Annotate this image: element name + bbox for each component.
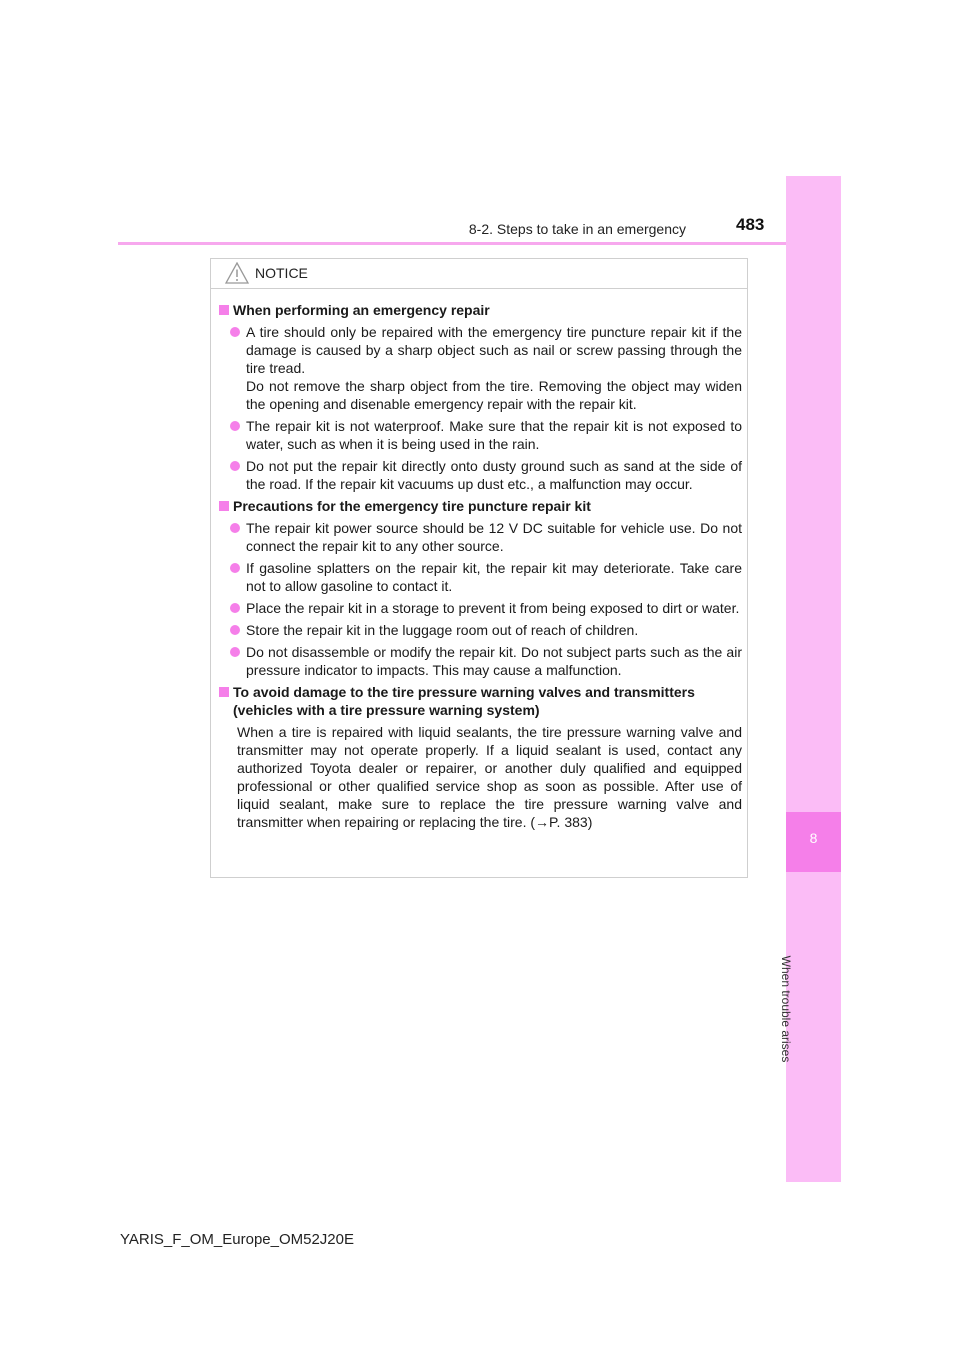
bullet-item: If gasoline splatters on the repair kit, the repair kit may deteriorate. Take care not to allow gasoline to contact it. (230, 559, 742, 595)
header-divider (118, 242, 840, 245)
chapter-side-tab (786, 176, 841, 1182)
chapter-title: When trouble arises (779, 955, 793, 1063)
circle-bullet-icon (230, 327, 240, 337)
chapter-number: 8 (809, 830, 818, 846)
section-title: 8-2. Steps to take in an emergency (468, 221, 686, 237)
square-bullet-icon (219, 687, 229, 697)
bullet-item: Do not disassemble or modify the repair kit. Do not subject parts such as the air pressure indicator to impacts. This may cause a malfunction. (230, 643, 742, 679)
circle-bullet-icon (230, 603, 240, 613)
section-heading: When performing an emergency repair (218, 301, 742, 319)
notice-header (211, 259, 747, 289)
section-heading: Precautions for the emergency tire puncture repair kit (218, 497, 742, 515)
circle-bullet-icon (230, 461, 240, 471)
document-code: YARIS_F_OM_Europe_OM52J20E (120, 1231, 355, 1248)
notice-title: NOTICE (255, 265, 308, 281)
circle-bullet-icon (230, 647, 240, 657)
square-bullet-icon (219, 501, 229, 511)
square-bullet-icon (219, 305, 229, 315)
section-paragraph: When a tire is repaired with liquid sealants, the tire pressure warning valve and transmitter may not operate properly. If a liquid sealant is used, contact any authorized Toyota dealer or repairer, or another duly qualified and equipped professional or other qualified service shop as soon as possible. After use of liquid sealant, make sure to replace the tire pressure warning valve and transmitter when repairing or replacing the tire. (→P. 383) (237, 724, 742, 830)
circle-bullet-icon (230, 421, 240, 431)
bullet-item: Place the repair kit in a storage to prevent it from being exposed to dirt or water. (230, 599, 742, 617)
circle-bullet-icon (230, 625, 240, 635)
bullet-item: A tire should only be repaired with the emergency tire puncture repair kit if the damage is caused by a sharp object such as nail or screw passing through the tire tread. Do not remove the sharp object from the tire. Removing the object may widen the opening and disenable emergency repair with the repair kit. (230, 323, 742, 413)
notice-box (210, 258, 748, 878)
bullet-item: The repair kit power source should be 12 V DC suitable for vehicle use. Do not connect the repair kit to any other source. (230, 519, 742, 555)
bullet-item: Store the repair kit in the luggage room out of reach of children. (230, 621, 742, 639)
bullet-item: Do not put the repair kit directly onto dusty ground such as sand at the side of the road. If the repair kit vacuums up dust etc., a malfunction may occur. (230, 457, 742, 493)
section-heading: To avoid damage to the tire pressure warning valves and transmitters (vehicles with a tire pressure warning system) (218, 683, 742, 719)
warning-triangle-icon (225, 262, 249, 284)
circle-bullet-icon (230, 523, 240, 533)
bullet-item: The repair kit is not waterproof. Make sure that the repair kit is not exposed to water, such as when it is being used in the rain. (230, 417, 742, 453)
notice-content (211, 289, 747, 831)
circle-bullet-icon (230, 563, 240, 573)
page-number: 483 (736, 215, 765, 234)
